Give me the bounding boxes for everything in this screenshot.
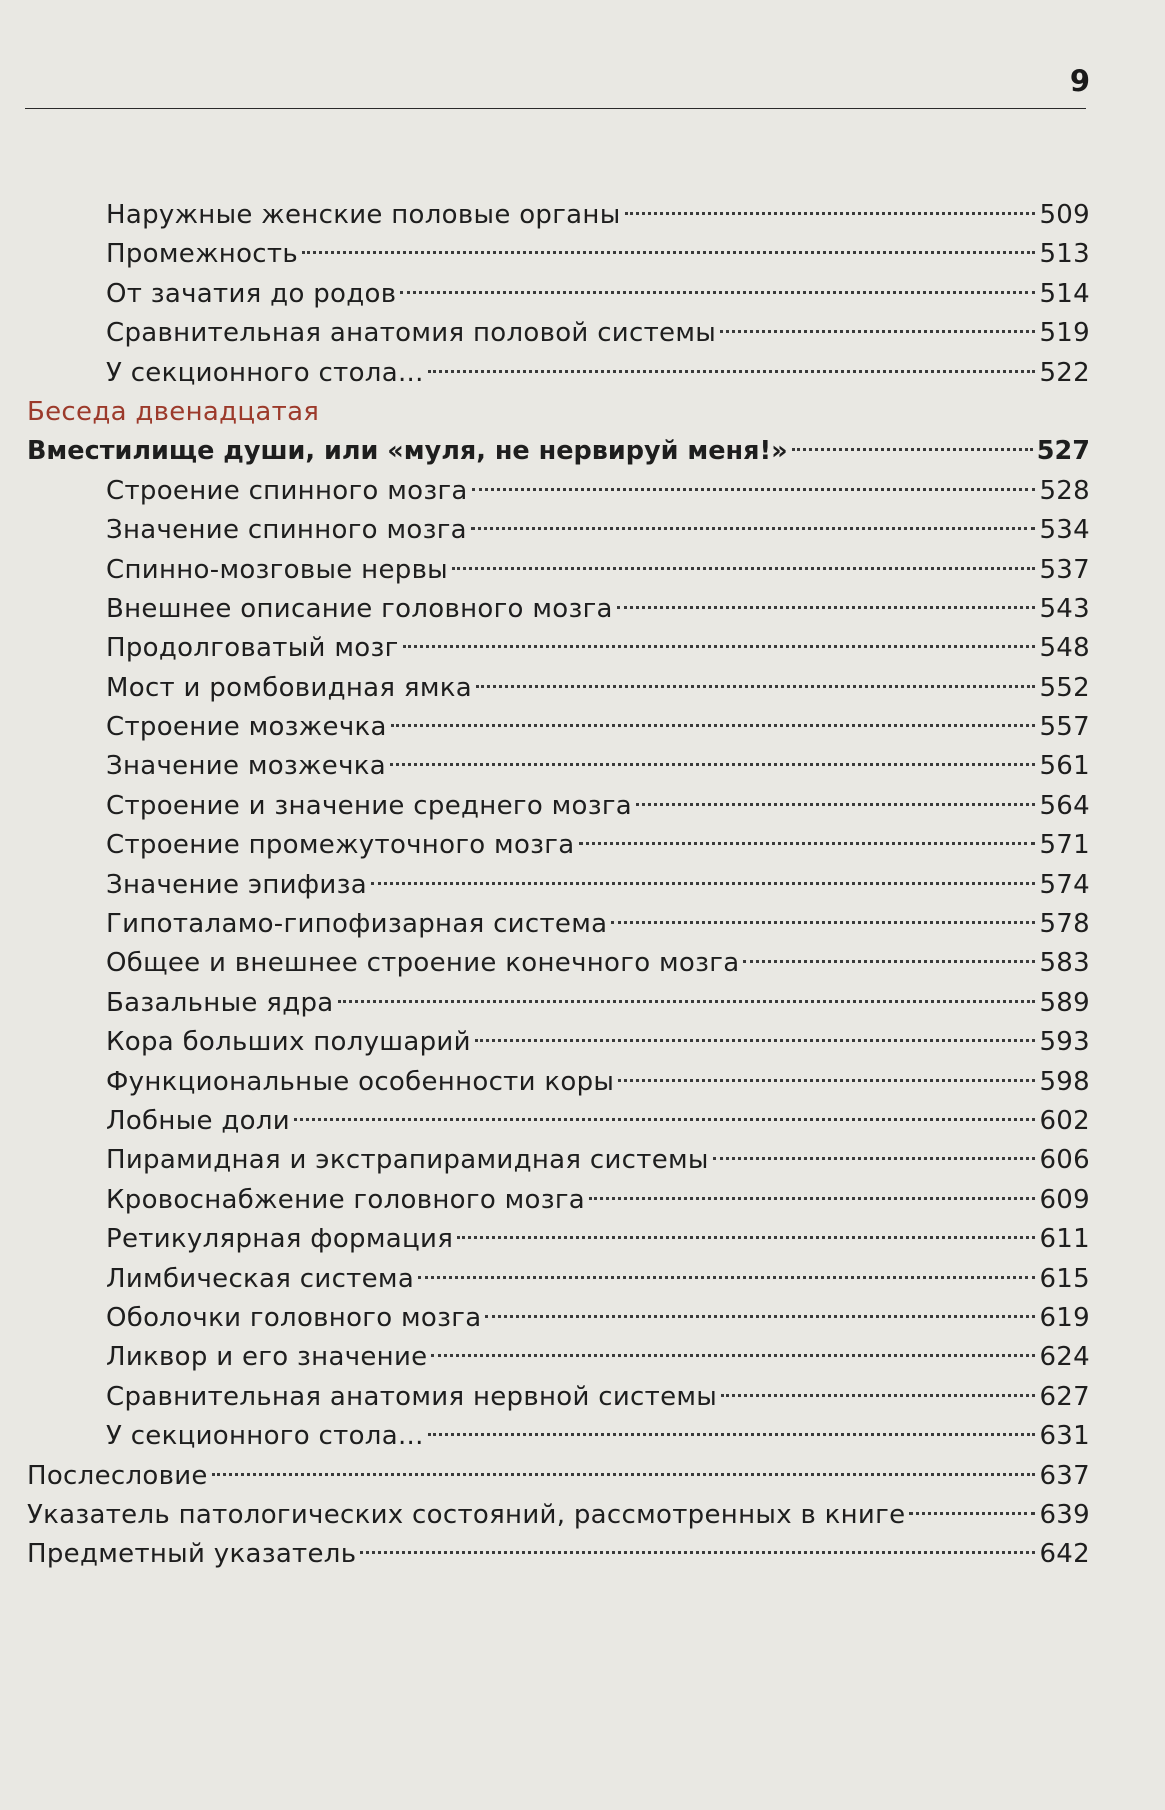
toc-entry-title: Строение промежуточного мозга (106, 830, 575, 861)
toc-entry (0, 511, 1165, 550)
toc-entry (0, 1102, 1165, 1141)
toc-entry-title: Сравнительная анатомия нервной системы (106, 1381, 718, 1412)
toc-entry-page: 606 (1039, 1145, 1090, 1176)
toc-entry-page: 557 (1039, 712, 1090, 743)
toc-entry-page: 522 (1039, 357, 1090, 388)
toc-entry-title: Вместилище души, или «муля, не нервируй меня!» (27, 436, 788, 467)
toc-entry (0, 905, 1165, 944)
toc-entry (0, 944, 1165, 983)
toc-entry (0, 984, 1165, 1023)
toc-dot-leader (589, 1197, 1035, 1200)
header-rule (25, 108, 1086, 109)
toc-entry-page: 631 (1039, 1421, 1090, 1452)
toc-dot-leader (485, 1315, 1035, 1318)
toc-entry-title: Строение мозжечка (106, 712, 387, 743)
toc-entry (0, 866, 1165, 905)
toc-dot-leader (403, 645, 1036, 648)
page-number: 9 (1069, 64, 1090, 98)
toc-entry-title: Мост и ромбовидная ямка (106, 672, 472, 703)
toc-entry-title: Функциональные особенности коры (106, 1066, 615, 1097)
toc-entry-page: 602 (1039, 1105, 1090, 1136)
toc-entry (0, 1338, 1165, 1377)
toc-entry-page: 642 (1039, 1539, 1090, 1570)
toc-entry (0, 1535, 1165, 1574)
toc-entry (0, 432, 1165, 471)
toc-dot-leader (457, 1236, 1035, 1239)
toc-entry-page: 561 (1039, 751, 1090, 782)
toc-entry-title: Предметный указатель (27, 1539, 357, 1570)
toc-entry-page: 598 (1039, 1066, 1090, 1097)
toc-entry-page: 593 (1039, 1027, 1090, 1058)
toc-entry-title: Значение мозжечка (106, 751, 386, 782)
toc-dot-leader (792, 448, 1033, 451)
toc-entry-title: Беседа двенадцатая (27, 396, 320, 427)
toc-entry-title: Указатель патологических состояний, рассмотренных в книге (27, 1499, 906, 1530)
toc-entry (0, 826, 1165, 865)
toc-entry-title: Ретикулярная формация (106, 1224, 454, 1255)
toc-dot-leader (390, 763, 1035, 766)
toc-dot-leader (721, 1394, 1035, 1397)
toc-entry-title: Сравнительная анатомия половой системы (106, 318, 717, 349)
toc-entry (0, 590, 1165, 629)
toc-entry-title: Гипоталамо-гипофизарная система (106, 909, 608, 940)
toc-dot-leader (713, 1157, 1036, 1160)
toc-entry-title: Значение эпифиза (106, 869, 367, 900)
toc-entry-title: Строение спинного мозга (106, 475, 468, 506)
toc-entry-page: 578 (1039, 909, 1090, 940)
toc-entry-title: Наружные женские половые органы (106, 200, 621, 230)
toc-dot-leader (302, 251, 1036, 254)
toc-entry-title: Промежность (106, 239, 298, 270)
toc-entry-title: Строение и значение среднего мозга (106, 790, 633, 821)
toc-entry (0, 747, 1165, 786)
toc-dot-leader (617, 606, 1036, 609)
toc-entry-title: Внешнее описание головного мозга (106, 593, 613, 624)
toc-entry-page: 534 (1039, 515, 1090, 546)
toc-entry-page: 611 (1039, 1224, 1090, 1255)
toc-entry-page: 615 (1039, 1263, 1090, 1294)
toc-entry-title: Спинно-мозговые нервы (106, 554, 449, 585)
toc-entry-page: 637 (1039, 1460, 1090, 1491)
toc-entry (0, 314, 1165, 353)
toc-entry-title: Общее и внешнее строение конечного мозга (106, 948, 740, 979)
toc-dot-leader (471, 527, 1036, 530)
toc-dot-leader (338, 1000, 1036, 1003)
toc-dot-leader (431, 1354, 1035, 1357)
toc-dot-leader (720, 330, 1035, 333)
toc-entry-title: Кровоснабжение головного мозга (106, 1184, 586, 1215)
toc-entry (0, 1496, 1165, 1535)
toc-entry-title: Пирамидная и экстрапирамидная системы (106, 1145, 709, 1176)
toc-entry-page: 552 (1039, 672, 1090, 703)
toc-entry (0, 1063, 1165, 1102)
toc-entry-page: 513 (1039, 239, 1090, 270)
toc-entry-page: 548 (1039, 633, 1090, 664)
toc-entry (0, 1023, 1165, 1062)
toc-entry (0, 1299, 1165, 1338)
toc-entry (0, 551, 1165, 590)
toc-dot-leader (618, 1079, 1035, 1082)
table-of-contents (0, 196, 1165, 1575)
toc-entry-title: У секционного стола... (106, 1421, 424, 1452)
toc-dot-leader (400, 291, 1035, 294)
toc-entry (0, 669, 1165, 708)
toc-entry-page: 564 (1039, 790, 1090, 821)
toc-entry-title: Оболочки головного мозга (106, 1302, 482, 1333)
toc-dot-leader (475, 1039, 1036, 1042)
toc-entry (0, 354, 1165, 393)
toc-entry-page: 609 (1039, 1184, 1090, 1215)
toc-entry-page: 639 (1039, 1499, 1090, 1530)
toc-dot-leader (294, 1118, 1035, 1121)
toc-dot-leader (418, 1276, 1035, 1279)
toc-entry-page: 624 (1039, 1342, 1090, 1373)
toc-entry-page: 571 (1039, 830, 1090, 861)
toc-dot-leader (476, 685, 1035, 688)
toc-entry-title: У секционного стола... (106, 357, 424, 388)
toc-dot-leader (452, 567, 1035, 570)
toc-dot-leader (909, 1512, 1035, 1515)
toc-entry (0, 787, 1165, 826)
toc-entry (0, 1417, 1165, 1456)
toc-entry (0, 1141, 1165, 1180)
toc-entry (0, 1260, 1165, 1299)
toc-entry (0, 1220, 1165, 1259)
toc-entry-page: 619 (1039, 1302, 1090, 1333)
toc-entry-page: 509 (1039, 200, 1090, 230)
toc-dot-leader (428, 370, 1036, 373)
toc-entry-title: Продолговатый мозг (106, 633, 399, 664)
toc-entry-page: 537 (1039, 554, 1090, 585)
toc-entry-title: Лимбическая система (106, 1263, 415, 1294)
toc-dot-leader (636, 803, 1035, 806)
toc-entry (0, 196, 1165, 235)
toc-entry-page: 583 (1039, 948, 1090, 979)
toc-entry-page: 514 (1039, 278, 1090, 309)
toc-entry-title: Ликвор и его значение (106, 1342, 428, 1373)
toc-entry (0, 1457, 1165, 1496)
toc-entry (0, 1181, 1165, 1220)
toc-entry-page: 519 (1039, 318, 1090, 349)
toc-entry-page: 543 (1039, 593, 1090, 624)
toc-entry-page: 574 (1039, 869, 1090, 900)
toc-entry-page: 527 (1036, 436, 1090, 467)
toc-entry (0, 708, 1165, 747)
toc-dot-leader (360, 1551, 1035, 1554)
toc-dot-leader (579, 842, 1036, 845)
toc-entry-title: От зачатия до родов (106, 278, 397, 309)
toc-dot-leader (472, 488, 1036, 491)
toc-entry-page: 528 (1039, 475, 1090, 506)
toc-entry-title: Кора больших полушарий (106, 1027, 471, 1058)
toc-entry-title: Лобные доли (106, 1105, 290, 1136)
toc-dot-leader (743, 960, 1035, 963)
toc-dot-leader (391, 724, 1036, 727)
toc-dot-leader (371, 882, 1036, 885)
toc-dot-leader (428, 1433, 1036, 1436)
toc-dot-leader (611, 921, 1035, 924)
toc-entry-page: 589 (1039, 987, 1090, 1018)
toc-entry (0, 235, 1165, 274)
toc-entry (0, 1378, 1165, 1417)
toc-entry (0, 275, 1165, 314)
toc-entry-title: Базальные ядра (106, 987, 334, 1018)
toc-entry-title: Значение спинного мозга (106, 515, 467, 546)
toc-dot-leader (625, 212, 1036, 215)
toc-section-heading (0, 393, 1165, 432)
toc-entry (0, 629, 1165, 668)
toc-entry (0, 472, 1165, 511)
toc-entry-title: Послесловие (27, 1460, 208, 1491)
toc-dot-leader (212, 1473, 1036, 1476)
toc-entry-page: 627 (1039, 1381, 1090, 1412)
